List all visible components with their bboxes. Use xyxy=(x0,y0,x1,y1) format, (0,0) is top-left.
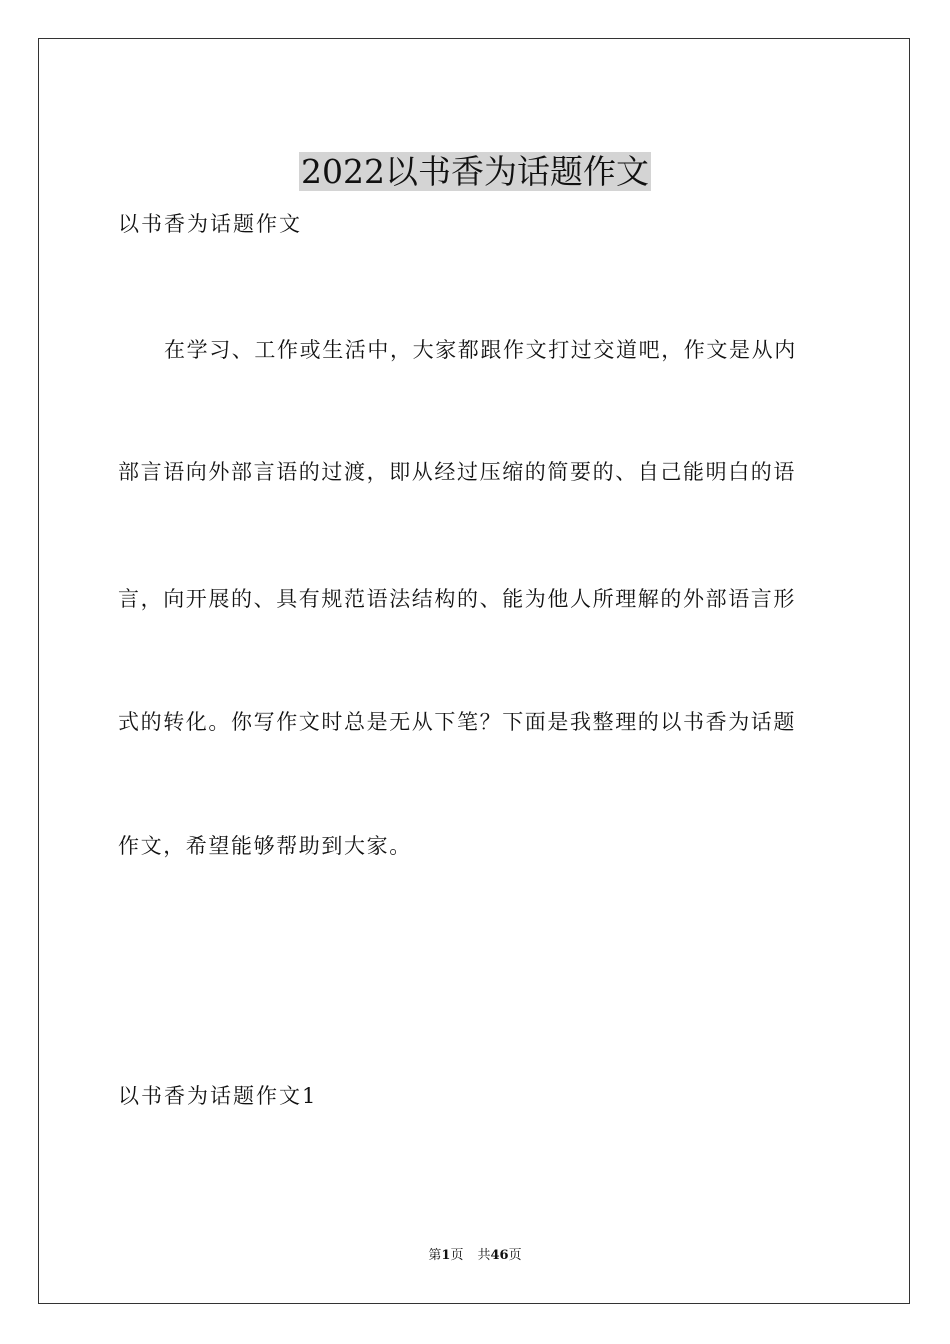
footer-total-suffix: 页 xyxy=(508,1248,522,1263)
document-title-text: 2022以书香为话题作文 xyxy=(301,152,649,192)
section-heading: 以书香为话题作文1 xyxy=(118,1084,318,1108)
paragraph-line-4: 式的转化。你写作文时总是无从下笔？下面是我整理的以书香为话题 xyxy=(118,710,796,734)
footer-total-prefix: 共 xyxy=(477,1248,491,1263)
paragraph-line-2: 部言语向外部言语的过渡，即从经过压缩的简要的、自己能明白的语 xyxy=(118,460,796,484)
paragraph-line-3: 言，向开展的、具有规范语法结构的、能为他人所理解的外部语言形 xyxy=(118,587,796,611)
footer-page-suffix: 页 xyxy=(450,1248,464,1263)
footer-total-pages: 46 xyxy=(490,1248,509,1263)
document-title xyxy=(0,150,950,194)
paragraph-line-5: 作文，希望能够帮助到大家。 xyxy=(118,834,412,858)
paragraph-line-1: 在学习、工作或生活中，大家都跟作文打过交道吧，作文是从内 xyxy=(164,338,797,362)
page-footer xyxy=(0,1247,950,1265)
footer-page-prefix: 第 xyxy=(428,1248,442,1263)
footer-current-page: 1 xyxy=(441,1248,451,1263)
document-subtitle: 以书香为话题作文 xyxy=(118,212,302,236)
